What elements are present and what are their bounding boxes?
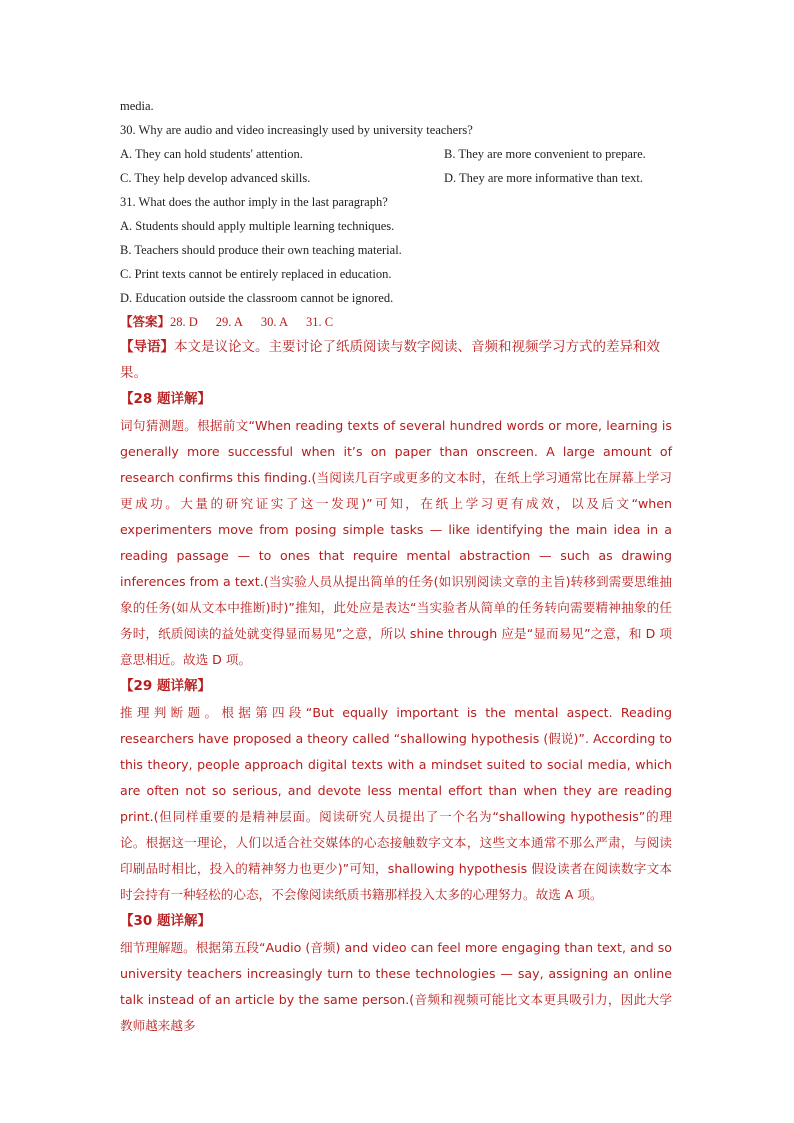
answer-item: 30. A [260, 315, 288, 329]
question-30-options-row-2 [120, 166, 680, 190]
question-30-option-a: A. They can hold students' attention. [120, 147, 303, 161]
prev-question-tail: media. [120, 99, 154, 113]
question-31-stem: 31. What does the author imply in the last paragraph? [120, 195, 388, 209]
answer-item: 28. D [170, 315, 198, 329]
question-31-option-c: C. Print texts cannot be entirely replaced in education. [120, 267, 392, 281]
question-31-option-d: D. Education outside the classroom cannot be ignored. [120, 291, 394, 305]
question-30-option-c: C. They help develop advanced skills. [120, 171, 311, 185]
answer-item: 29. A [215, 315, 243, 329]
section-body-28: 词句猜测题。根据前文“When reading texts of several hundred words or more, learning is generally more successful when it’s on paper than onscreen. A large amount of research confirms this finding.(当阅读几百字或更多的文本时，在纸上学习通常比在屏幕上学习更成功。大量的研究证实了这一发现)”可知，在纸上学习更有成效，以及后文“when experimenters move from posing simple tasks — like identifying the main idea in a reading passage — to ones that require mental abstraction — such as drawing inferences from a text.(当实验人员从提出简单的任务(如识别阅读文章的主旨)转移到需要思维抽象的任务(如从文本中推断)时)”推知，此处应是表达“当实验者从简单的任务转向需要精神抽象的任务时，纸质阅读的益处就变得显而易见”之意，所以 shine through 应是“显而易见”之意，和 D 项意思相近。故选 D 项。 [120, 418, 672, 667]
section-heading-29: 【29 题详解】 [120, 678, 211, 694]
document-page [120, 94, 680, 1039]
answer-line [120, 310, 680, 334]
question-30-options-row-1 [120, 142, 680, 166]
question-31-option-b: B. Teachers should produce their own teaching material. [120, 243, 402, 257]
answer-label: 【答案】 [120, 314, 171, 329]
section-body-30: 细节理解题。根据第五段“Audio (音频) and video can feel more engaging than text, and so university teachers increasingly turn to these technologies — say, assigning an online talk instead of an article by the same person.(音频和视频可能比文本更具吸引力，因此大学教师越来越多 [120, 940, 672, 1033]
lead-paragraph [120, 334, 680, 386]
lead-label: 【导语】 [120, 339, 174, 355]
section-heading-28: 【28 题详解】 [120, 391, 211, 407]
question-30-option-b: B. They are more convenient to prepare. [444, 147, 646, 161]
question-31-option-a: A. Students should apply multiple learning techniques. [120, 219, 395, 233]
question-30-stem: 30. Why are audio and video increasingly used by university teachers? [120, 123, 473, 137]
question-30-option-d: D. They are more informative than text. [444, 171, 644, 185]
section-body-29: 推理判断题。根据第四段“But equally important is the mental aspect. Reading researchers have proposed a theory called “shallowing hypothesis (假说)”. According to this theory, people approach digital texts with a mindset suited to social media, which are often not so serious, and devote less mental effort than when they are reading print.(但同样重要的是精神层面。阅读研究人员提出了一个名为“shallowing hypothesis”的理论。根据这一理论，人们以适合社交媒体的心态接触数字文本，这些文本通常不那么严肃，与阅读印刷品时相比，投入的精神努力也更少)”可知，shallowing hypothesis 假设读者在阅读数字文本时会持有一种轻松的心态，不会像阅读纸质书籍那样投入太多的心理努力。故选 A 项。 [120, 705, 672, 902]
answer-item: 31. C [305, 315, 334, 329]
section-heading-30: 【30 题详解】 [120, 913, 211, 929]
lead-text: 本文是议论文。主要讨论了纸质阅读与数字阅读、音频和视频学习方式的差异和效果。 [120, 339, 660, 381]
